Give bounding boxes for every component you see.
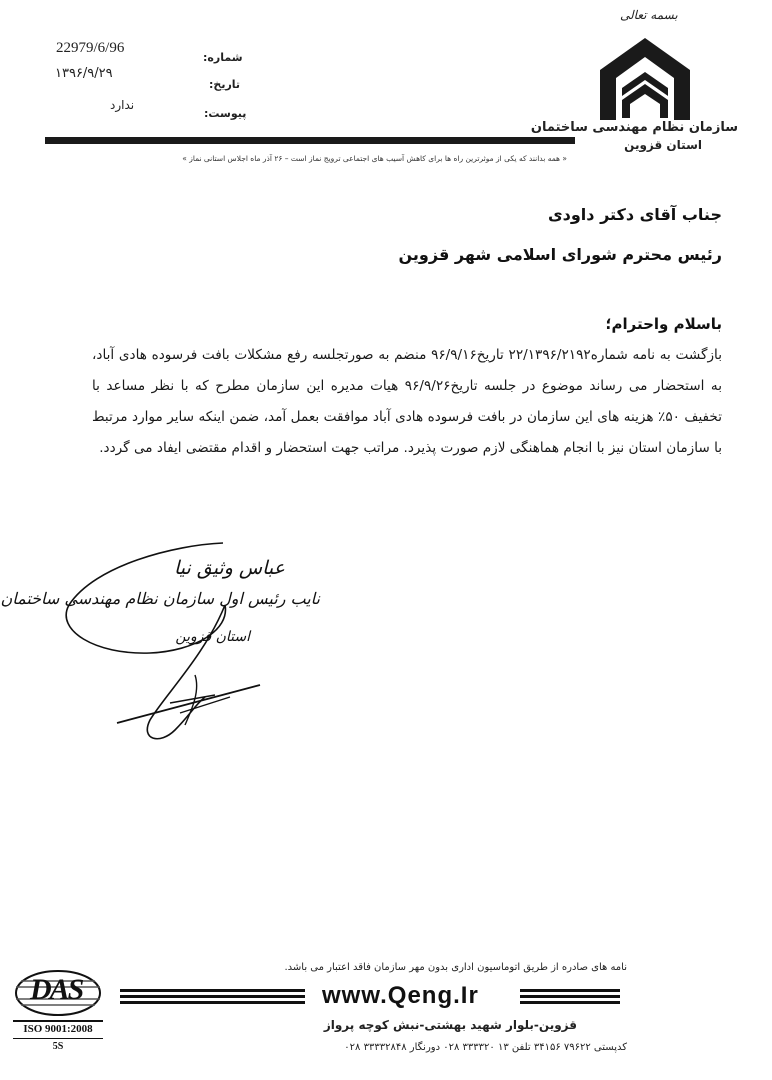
building-emblem-icon bbox=[598, 30, 692, 125]
das-mark: DAS bbox=[30, 973, 83, 1006]
addressee-name: جناب آقای دکتر داودی bbox=[547, 205, 722, 224]
addressee-title: رئیس محترم شورای اسلامی شهر قزوین bbox=[398, 245, 722, 264]
slogan-text: « همه بدانند که یکی از موثرترین راه ها برای کاهش آسیب های اجتماعی ترویج نماز است – ۲۶ آذر ماه اجلاس استانی نماز » bbox=[182, 154, 567, 163]
signer-province: استان قزوین bbox=[175, 629, 250, 645]
signer-title: نایب رئیس اول سازمان نظام مهندسی ساختمان bbox=[0, 589, 320, 608]
organization-logo bbox=[530, 8, 750, 158]
signature-block bbox=[0, 535, 325, 760]
iso-underline bbox=[13, 1038, 103, 1039]
footer-contacts: کدپستی ۷۹۶۲۲ ۳۴۱۵۶ تلفن ۱۳ ۳۳۳۳۲۰ ۰۲۸ دورنگار ۳۳۳۳۲۸۴۸ ۰۲۸ bbox=[344, 1042, 627, 1053]
iso-label: ISO 9001:2008 bbox=[23, 1023, 93, 1035]
letter-date-label: تاریخ: bbox=[209, 78, 241, 91]
letter-attachment-value: ندارد bbox=[110, 98, 135, 112]
iso-rule bbox=[13, 1020, 103, 1022]
website-left-bars bbox=[120, 989, 305, 1007]
iso-code: 5S bbox=[52, 1041, 64, 1052]
logo-org-name: سازمان نظام مهندسی ساختمان bbox=[530, 120, 738, 135]
letter-body: بازگشت به نامه شماره۲۲/۱۳۹۶/۲۱۹۲ تاریخ۹۶/۹/۱۶ منضم به صورتجلسه رفع مشکلات بافت فرسوده هادی آباد، به استحضار می رساند موضوع در جلسه تاریخ۹۶/۹/۲۶ هیات مدیره این سازمان مطرح که با نظر مساعد با تخفیف ۵۰٪ هزینه های این سازمان در بافت فرسوده هادی آباد موافقت بعمل آمد، ضمن اینکه سایر موارد مرتبط با سازمان استان نیز با انجام هماهنگی لازم صورت پذیرد. مراتب جهت استحضار و اقدام مقتضی ایفاد می گردد. bbox=[92, 347, 722, 456]
letter-attachment-label: پیوست: bbox=[204, 107, 247, 120]
logo-province: استان قزوین bbox=[624, 138, 702, 152]
header-divider bbox=[45, 137, 575, 144]
letter-date-value: ۱۳۹۶/۹/۲۹ bbox=[55, 66, 113, 81]
website-right-bars bbox=[520, 989, 620, 1007]
signer-name: عباس وثیق نیا bbox=[174, 557, 285, 579]
certification-logo bbox=[8, 965, 108, 1055]
website-link[interactable]: www.Qeng.Ir bbox=[322, 982, 479, 1009]
logo-calligraphy: بسمه تعالی bbox=[620, 8, 678, 22]
footer-note: نامه های صادره از طریق اتوماسیون اداری بدون مهر سازمان فاقد اعتبار می باشد. bbox=[284, 962, 627, 973]
greeting: باسلام واحترام؛ bbox=[605, 315, 722, 333]
footer-address: قزوین-بلوار شهید بهشتی-نبش کوچه پرواز bbox=[323, 1018, 577, 1032]
letter-number-label: شماره: bbox=[203, 51, 243, 64]
letter-number-value: 22979/6/96 bbox=[56, 40, 125, 56]
